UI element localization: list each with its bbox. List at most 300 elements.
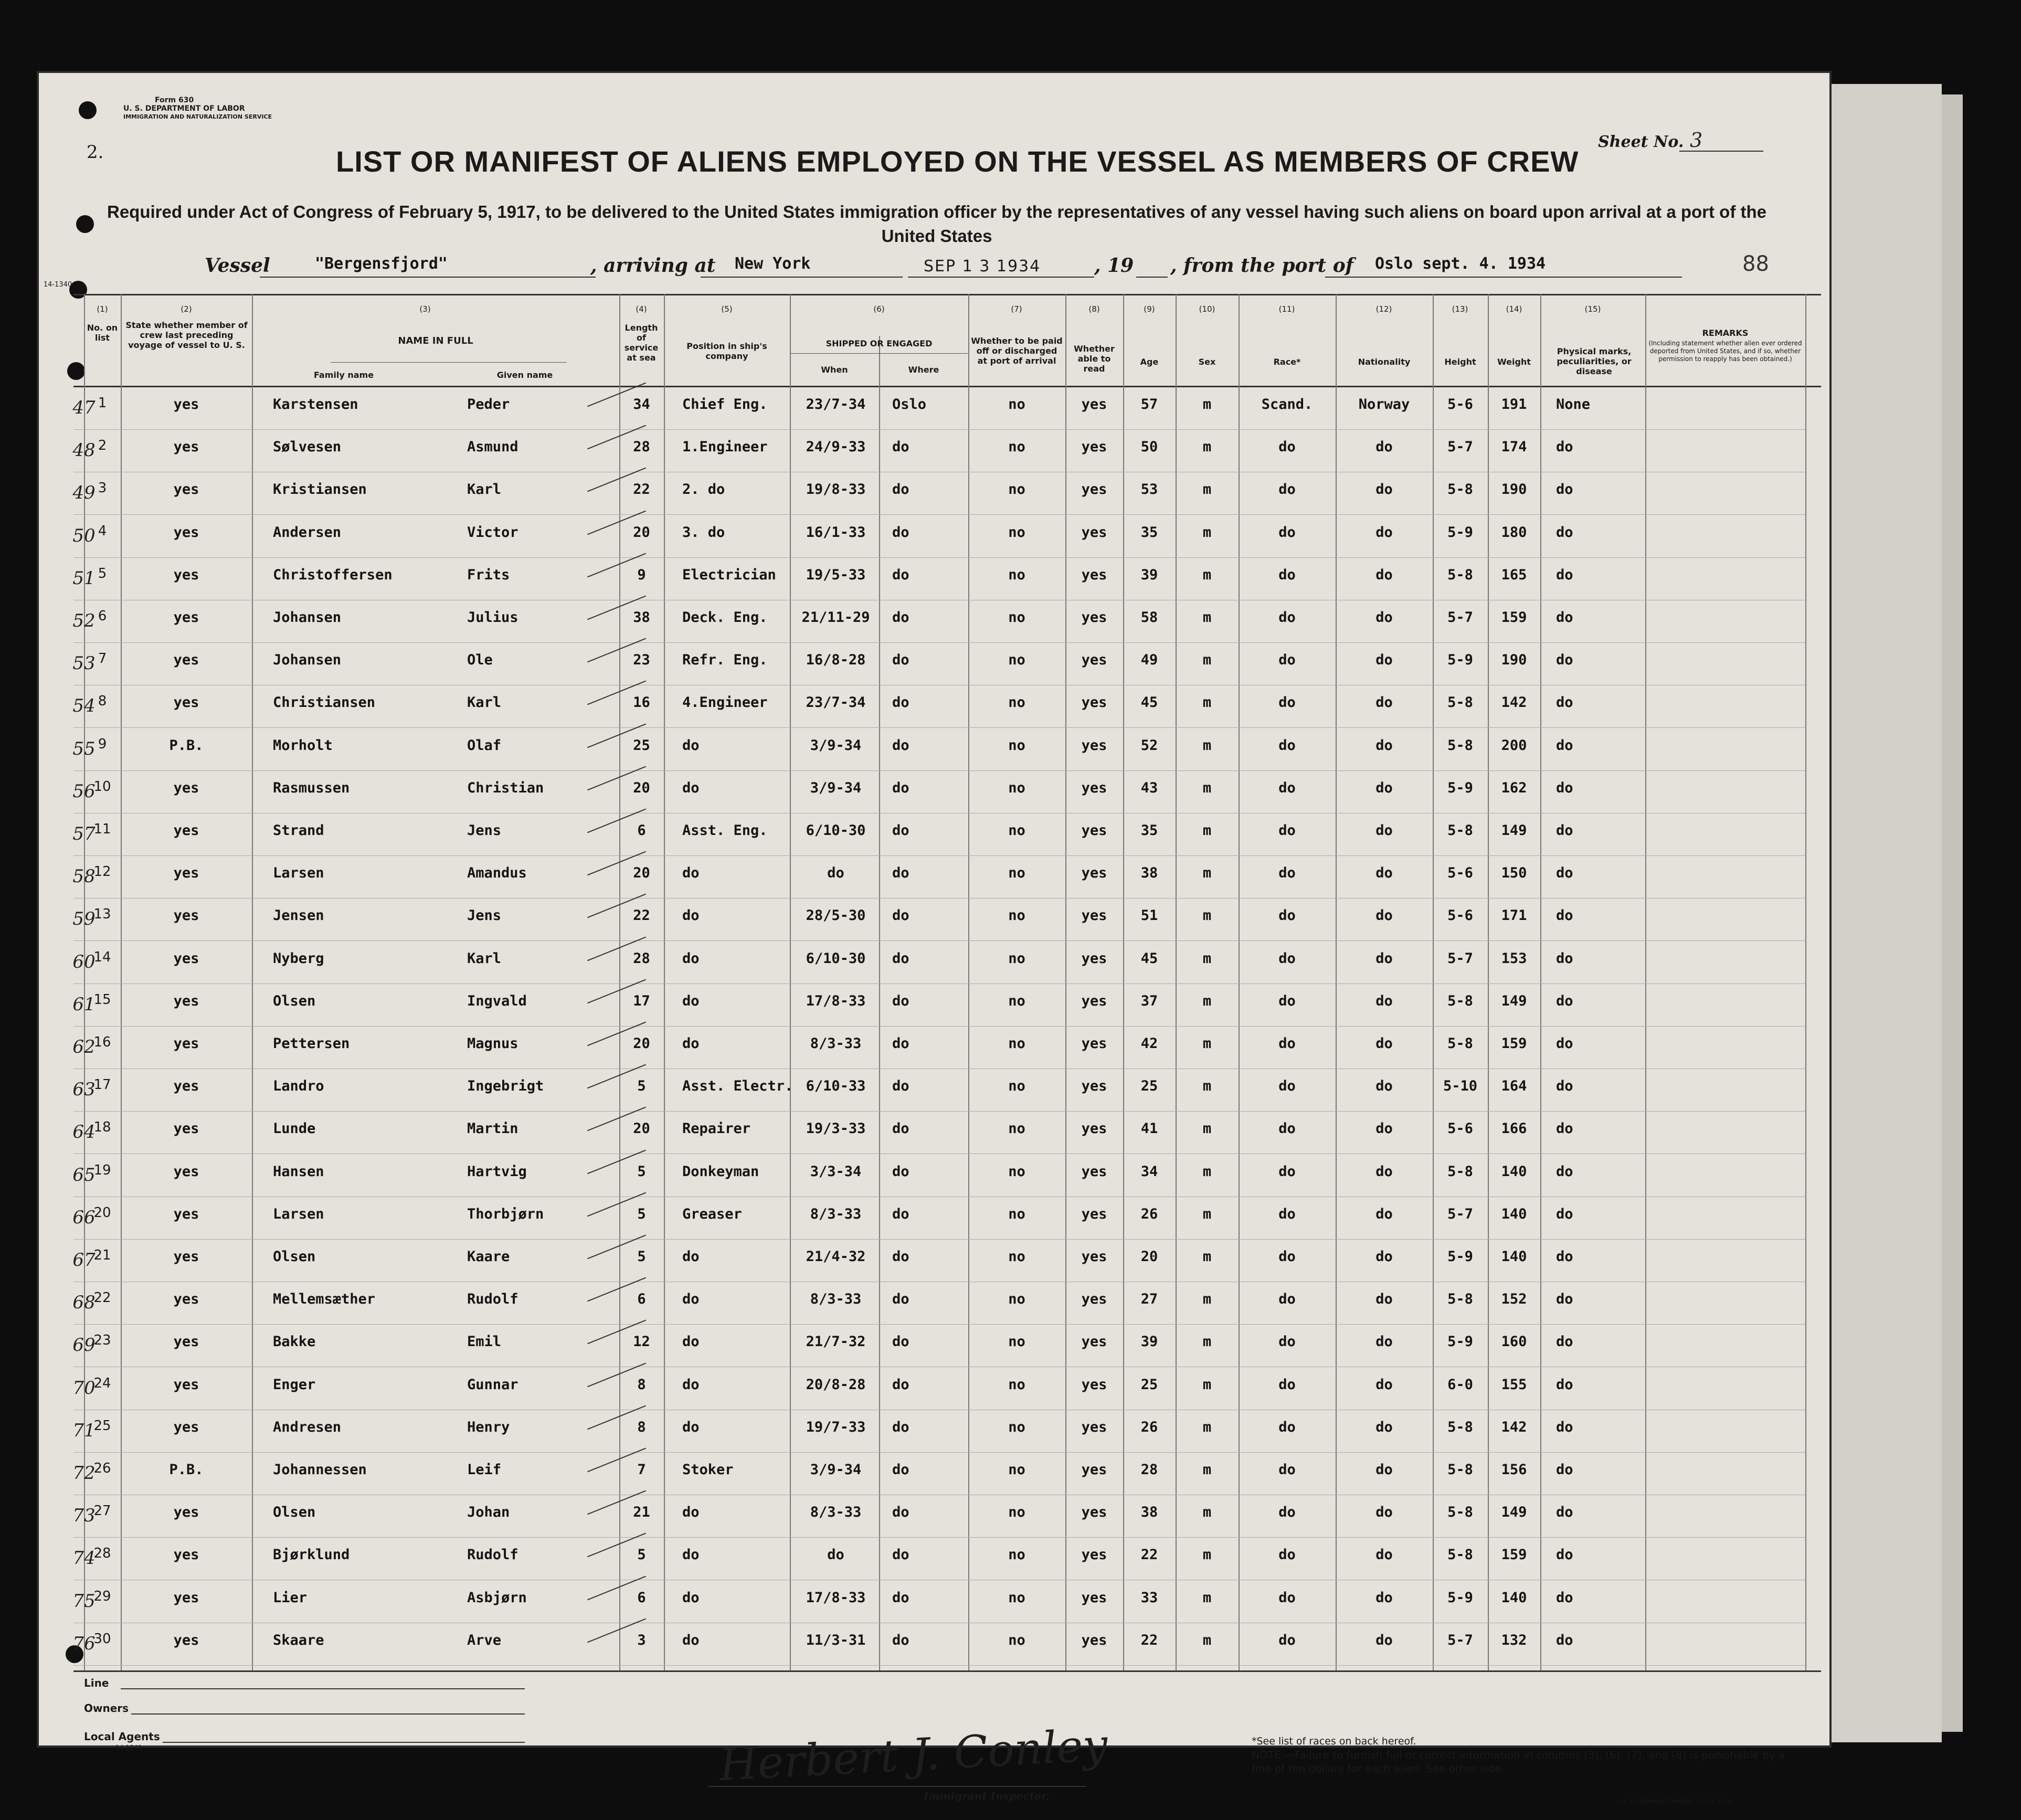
cell-able-read: yes xyxy=(1081,566,1107,583)
cell-nationality: do xyxy=(1375,1547,1393,1563)
agents-code: 14-1340 xyxy=(115,1744,142,1751)
cell-paid-off: no xyxy=(1008,1504,1025,1521)
col-num-4: (4) xyxy=(636,304,647,314)
cell-height: 5-8 xyxy=(1447,481,1473,498)
cell-length-service: 38 xyxy=(633,609,650,626)
cell-physical: do xyxy=(1556,779,1573,796)
cell-physical: do xyxy=(1556,1589,1573,1606)
cell-age: 42 xyxy=(1140,1035,1158,1052)
cell-given-name: Rudolf xyxy=(467,1291,519,1308)
cell-given-name: Julius xyxy=(467,609,519,626)
cell-sex: m xyxy=(1202,1334,1212,1350)
cell-paid-off: no xyxy=(1008,907,1025,924)
cell-nationality: do xyxy=(1375,779,1393,796)
cell-length-service: 6 xyxy=(637,1589,646,1606)
cell-age: 52 xyxy=(1140,737,1158,754)
row-rule xyxy=(73,983,1805,984)
cell-family-name: Johansen xyxy=(273,609,342,626)
cell-paid-off: no xyxy=(1008,1632,1025,1648)
cell-length-service: 7 xyxy=(637,1462,646,1478)
cell-paid-off: no xyxy=(1008,609,1025,626)
cell-able-read: yes xyxy=(1081,1035,1107,1052)
cell-family-name: Andersen xyxy=(273,524,342,541)
cell-paid-off: no xyxy=(1008,481,1025,498)
cell-age: 25 xyxy=(1140,1078,1158,1095)
cell-able-read: yes xyxy=(1081,652,1107,669)
cell-list-number: 13 xyxy=(93,906,111,923)
cell-state: yes xyxy=(173,865,199,882)
cell-weight: 149 xyxy=(1501,992,1527,1009)
col-header-given: Given name xyxy=(496,370,553,380)
cell-when: 17/8-33 xyxy=(806,992,866,1009)
cell-given-name: Hartvig xyxy=(467,1163,527,1180)
cell-weight: 166 xyxy=(1501,1120,1527,1137)
cell-position: do xyxy=(682,907,700,924)
cell-able-read: yes xyxy=(1081,779,1107,796)
cell-physical: do xyxy=(1556,822,1573,839)
cell-paid-off: no xyxy=(1008,1078,1025,1095)
cell-given-name: Jens xyxy=(467,822,502,839)
cell-list-number: 29 xyxy=(93,1588,111,1604)
cell-height: 5-7 xyxy=(1447,950,1473,967)
cell-length-service: 5 xyxy=(637,1248,646,1265)
cell-where: do xyxy=(892,1547,909,1563)
cell-where: do xyxy=(892,1078,909,1095)
cell-race: do xyxy=(1278,737,1296,754)
underlying-page-edge xyxy=(1832,84,1942,1742)
cell-weight: 140 xyxy=(1501,1248,1527,1265)
cell-position: do xyxy=(682,1035,700,1052)
cell-paid-off: no xyxy=(1008,439,1025,456)
cell-nationality: do xyxy=(1375,524,1393,541)
cell-race: do xyxy=(1278,822,1296,839)
table-row xyxy=(37,476,1832,515)
col-num-5: (5) xyxy=(721,304,733,314)
cell-physical: do xyxy=(1556,481,1573,498)
cell-family-name: Andresen xyxy=(273,1419,342,1435)
table-row xyxy=(37,1243,1832,1282)
col-header-position: Position in ship's company xyxy=(686,341,767,361)
cell-nationality: do xyxy=(1375,1462,1393,1478)
cell-family-name: Landro xyxy=(273,1078,324,1095)
cell-age: 28 xyxy=(1140,1462,1158,1478)
cell-length-service: 20 xyxy=(633,1035,650,1052)
cell-position: 2. do xyxy=(682,481,725,498)
col-num-13: (13) xyxy=(1452,304,1468,314)
cell-physical: do xyxy=(1556,1120,1573,1137)
cell-weight: 174 xyxy=(1501,439,1527,456)
cell-sex: m xyxy=(1202,992,1212,1009)
cell-length-service: 20 xyxy=(633,524,650,541)
cell-nationality: do xyxy=(1375,1334,1393,1350)
cell-weight: 132 xyxy=(1501,1632,1527,1648)
cell-when: 8/3-33 xyxy=(810,1291,862,1308)
cell-sex: m xyxy=(1202,1376,1212,1393)
sheet-label: Sheet No. xyxy=(1598,133,1684,151)
col-num-10: (10) xyxy=(1199,304,1215,314)
inspector-label: Immigrant Inspector. xyxy=(924,1790,1050,1802)
cell-age: 45 xyxy=(1140,950,1158,967)
cell-where: do xyxy=(892,694,909,711)
cell-list-number: 18 xyxy=(93,1119,111,1136)
cell-given-name: Frits xyxy=(467,566,510,583)
margin-sequence-number: 54 xyxy=(72,695,96,717)
cell-where: do xyxy=(892,1291,909,1308)
cell-able-read: yes xyxy=(1081,865,1107,882)
cell-given-name: Amandus xyxy=(467,865,527,882)
cell-family-name: Hansen xyxy=(273,1163,324,1180)
cell-age: 22 xyxy=(1140,1632,1158,1648)
cell-nationality: do xyxy=(1375,694,1393,711)
table-row xyxy=(37,988,1832,1027)
cell-position: 4.Engineer xyxy=(682,694,768,711)
col-header-physical: Physical marks, peculiarities, or disease xyxy=(1557,346,1632,376)
cell-paid-off: no xyxy=(1008,1547,1025,1563)
cell-physical: do xyxy=(1556,992,1573,1009)
cell-state: yes xyxy=(173,566,199,583)
cell-list-number: 23 xyxy=(93,1332,111,1349)
cell-position: do xyxy=(682,1547,700,1563)
cell-height: 5-8 xyxy=(1447,1462,1473,1478)
cell-when: 21/4-32 xyxy=(806,1248,866,1265)
cell-age: 51 xyxy=(1140,907,1158,924)
cell-height: 5-8 xyxy=(1447,694,1473,711)
cell-age: 49 xyxy=(1140,652,1158,669)
cell-age: 20 xyxy=(1140,1248,1158,1265)
cell-physical: do xyxy=(1556,1248,1573,1265)
form-number: Form 630 xyxy=(155,96,194,104)
row-rule xyxy=(73,1537,1805,1538)
cell-nationality: do xyxy=(1375,1589,1393,1606)
row-rule xyxy=(73,642,1805,643)
cell-family-name: Jensen xyxy=(273,907,324,924)
cell-sex: m xyxy=(1202,1291,1212,1308)
col-num-3: (3) xyxy=(419,304,431,314)
margin-sequence-number: 71 xyxy=(72,1420,96,1441)
cell-where: do xyxy=(892,1120,909,1137)
cell-list-number: 16 xyxy=(93,1034,111,1050)
row-rule xyxy=(73,1665,1805,1666)
cell-when: 16/1-33 xyxy=(806,524,866,541)
manifest-sheet xyxy=(37,71,1832,1805)
cell-physical: do xyxy=(1556,524,1573,541)
row-rule xyxy=(73,429,1805,430)
cell-nationality: do xyxy=(1375,1376,1393,1393)
cell-race: do xyxy=(1278,481,1296,498)
cell-nationality: do xyxy=(1375,609,1393,626)
cell-length-service: 23 xyxy=(633,652,650,669)
margin-sequence-number: 72 xyxy=(72,1463,96,1484)
line-underline xyxy=(121,1688,525,1689)
cell-weight: 160 xyxy=(1501,1334,1527,1350)
cell-paid-off: no xyxy=(1008,1205,1025,1222)
cell-able-read: yes xyxy=(1081,609,1107,626)
cell-race: Scand. xyxy=(1261,396,1313,412)
cell-sex: m xyxy=(1202,439,1212,456)
cell-sex: m xyxy=(1202,737,1212,754)
cell-race: do xyxy=(1278,1078,1296,1095)
cell-age: 58 xyxy=(1140,609,1158,626)
cell-position: Asst. Eng. xyxy=(682,822,768,839)
cell-length-service: 17 xyxy=(633,992,650,1009)
col-num-14: (14) xyxy=(1506,304,1522,314)
cell-family-name: Nyberg xyxy=(273,950,324,967)
cell-height: 5-7 xyxy=(1447,1632,1473,1648)
cell-height: 5-8 xyxy=(1447,822,1473,839)
cell-where: do xyxy=(892,1205,909,1222)
cell-family-name: Skaare xyxy=(273,1632,324,1648)
cell-paid-off: no xyxy=(1008,1376,1025,1393)
cell-race: do xyxy=(1278,1163,1296,1180)
cell-race: do xyxy=(1278,1334,1296,1350)
table-row xyxy=(37,775,1832,813)
cell-given-name: Thorbjørn xyxy=(467,1205,544,1222)
cell-able-read: yes xyxy=(1081,396,1107,412)
cell-physical: do xyxy=(1556,566,1573,583)
form-title: LIST OR MANIFEST OF ALIENS EMPLOYED ON THE VESSEL AS MEMBERS OF CREW xyxy=(336,145,1579,178)
cell-height: 5-8 xyxy=(1447,1163,1473,1180)
margin-sequence-number: 74 xyxy=(72,1548,96,1569)
cell-nationality: do xyxy=(1375,566,1393,583)
table-row xyxy=(37,1286,1832,1325)
cell-where: do xyxy=(892,907,909,924)
margin-sequence-number: 52 xyxy=(72,610,96,631)
cell-when: 3/9-34 xyxy=(810,1462,862,1478)
cell-able-read: yes xyxy=(1081,1334,1107,1350)
corner-mark: 88 xyxy=(1742,252,1769,276)
cell-family-name: Larsen xyxy=(273,1205,324,1222)
col-header-remarks: REMARKS xyxy=(1702,328,1749,338)
cell-list-number: 1 xyxy=(98,395,107,411)
cell-state: yes xyxy=(173,1205,199,1222)
cell-given-name: Olaf xyxy=(467,737,502,754)
cell-physical: do xyxy=(1556,1632,1573,1648)
cell-height: 5-6 xyxy=(1447,396,1473,412)
cell-physical: do xyxy=(1556,1205,1573,1222)
cell-able-read: yes xyxy=(1081,1462,1107,1478)
cell-when: 21/11-29 xyxy=(801,609,870,626)
cell-nationality: do xyxy=(1375,652,1393,669)
cell-sex: m xyxy=(1202,1163,1212,1180)
printing-office: U. S. GOVERNMENT PRINTING OFFICE: 1934 xyxy=(1616,1799,1732,1805)
cell-sex: m xyxy=(1202,1462,1212,1478)
cell-age: 45 xyxy=(1140,694,1158,711)
cell-weight: 200 xyxy=(1501,737,1527,754)
cell-state: yes xyxy=(173,1163,199,1180)
cell-position: do xyxy=(682,779,700,796)
col-header-state: State whether member of crew last preceding voyage of vessel to U. S. xyxy=(125,320,248,350)
col-header-nationality: Nationality xyxy=(1358,357,1411,367)
cell-given-name: Karl xyxy=(467,694,502,711)
cell-able-read: yes xyxy=(1081,950,1107,967)
cell-race: do xyxy=(1278,1589,1296,1606)
cell-length-service: 6 xyxy=(637,822,646,839)
cell-able-read: yes xyxy=(1081,737,1107,754)
cell-position: Asst. Electr. xyxy=(682,1078,793,1095)
cell-where: do xyxy=(892,1462,909,1478)
cell-state: yes xyxy=(173,439,199,456)
margin-sequence-number: 61 xyxy=(72,993,96,1015)
cell-when: do xyxy=(827,865,844,882)
cell-able-read: yes xyxy=(1081,1419,1107,1435)
cell-age: 22 xyxy=(1140,1547,1158,1563)
row-rule xyxy=(73,1324,1805,1325)
from-port: Oslo sept. 4. 1934 xyxy=(1375,255,1546,273)
agents-label: Local Agents xyxy=(84,1730,160,1743)
cell-weight: 155 xyxy=(1501,1376,1527,1393)
table-row xyxy=(37,1541,1832,1580)
cell-list-number: 11 xyxy=(93,821,111,837)
col-header-height: Height xyxy=(1444,357,1476,367)
from-port-label: , from the port of xyxy=(1170,255,1354,277)
cell-nationality: do xyxy=(1375,1504,1393,1521)
cell-given-name: Henry xyxy=(467,1419,510,1435)
cell-sex: m xyxy=(1202,652,1212,669)
cell-where: do xyxy=(892,1632,909,1648)
cell-where: do xyxy=(892,950,909,967)
cell-position: 1.Engineer xyxy=(682,439,768,456)
cell-race: do xyxy=(1278,950,1296,967)
cell-family-name: Bakke xyxy=(273,1334,316,1350)
cell-where: do xyxy=(892,652,909,669)
table-row xyxy=(37,647,1832,685)
table-row xyxy=(37,1115,1832,1154)
cell-race: do xyxy=(1278,609,1296,626)
cell-able-read: yes xyxy=(1081,1120,1107,1137)
cell-length-service: 8 xyxy=(637,1419,646,1435)
cell-length-service: 3 xyxy=(637,1632,646,1648)
cell-weight: 171 xyxy=(1501,907,1527,924)
cell-physical: do xyxy=(1556,1419,1573,1435)
cell-height: 5-8 xyxy=(1447,1035,1473,1052)
col-num-12: (12) xyxy=(1375,304,1392,314)
cell-physical: None xyxy=(1556,396,1591,412)
cell-nationality: Norway xyxy=(1358,396,1410,412)
row-rule xyxy=(73,1239,1805,1240)
cell-when: 19/5-33 xyxy=(806,566,866,583)
cell-state: yes xyxy=(173,396,199,412)
table-row xyxy=(37,604,1832,643)
cell-when: 19/8-33 xyxy=(806,481,866,498)
table-row xyxy=(37,519,1832,558)
cell-sex: m xyxy=(1202,566,1212,583)
cell-family-name: Strand xyxy=(273,822,324,839)
cell-nationality: do xyxy=(1375,1163,1393,1180)
cell-position: do xyxy=(682,1248,700,1265)
margin-sequence-number: 62 xyxy=(72,1036,96,1057)
cell-family-name: Bjørklund xyxy=(273,1547,350,1563)
cell-where: do xyxy=(892,1248,909,1265)
cell-list-number: 22 xyxy=(93,1290,111,1306)
cell-given-name: Karl xyxy=(467,950,502,967)
cell-nationality: do xyxy=(1375,822,1393,839)
cell-height: 5-7 xyxy=(1447,439,1473,456)
cell-nationality: do xyxy=(1375,950,1393,967)
margin-sequence-number: 48 xyxy=(72,440,96,461)
margin-sequence-number: 56 xyxy=(72,780,96,802)
cell-paid-off: no xyxy=(1008,779,1025,796)
cell-length-service: 9 xyxy=(637,566,646,583)
col-num-6: (6) xyxy=(873,304,885,314)
cell-state: yes xyxy=(173,779,199,796)
table-row xyxy=(37,689,1832,728)
cell-state: yes xyxy=(173,1334,199,1350)
owners-underline xyxy=(131,1713,525,1715)
cell-race: do xyxy=(1278,1419,1296,1435)
cell-paid-off: no xyxy=(1008,1419,1025,1435)
cell-paid-off: no xyxy=(1008,566,1025,583)
row-rule xyxy=(73,514,1805,515)
cell-list-number: 21 xyxy=(93,1247,111,1263)
row-rule xyxy=(73,1111,1805,1112)
cell-state: yes xyxy=(173,1078,199,1095)
cell-family-name: Morholt xyxy=(273,737,333,754)
cell-age: 35 xyxy=(1140,822,1158,839)
cell-length-service: 28 xyxy=(633,439,650,456)
cell-weight: 142 xyxy=(1501,1419,1527,1435)
cell-sex: m xyxy=(1202,1248,1212,1265)
races-note: *See list of races on back hereof. xyxy=(1252,1736,1416,1747)
cell-nationality: do xyxy=(1375,907,1393,924)
cell-nationality: do xyxy=(1375,1120,1393,1137)
cell-state: yes xyxy=(173,1035,199,1052)
cell-length-service: 8 xyxy=(637,1376,646,1393)
cell-able-read: yes xyxy=(1081,1547,1107,1563)
cell-state: yes xyxy=(173,907,199,924)
cell-race: do xyxy=(1278,1376,1296,1393)
cell-length-service: 25 xyxy=(633,737,650,754)
cell-state: yes xyxy=(173,1120,199,1137)
cell-where: do xyxy=(892,779,909,796)
cell-height: 6-0 xyxy=(1447,1376,1473,1393)
row-rule xyxy=(73,1068,1805,1069)
margin-sequence-number: 68 xyxy=(72,1292,96,1314)
cell-position: Chief Eng. xyxy=(682,396,768,412)
cell-height: 5-9 xyxy=(1447,779,1473,796)
col-header-length: Length of service at sea xyxy=(624,323,659,363)
cell-paid-off: no xyxy=(1008,822,1025,839)
cell-sex: m xyxy=(1202,950,1212,967)
cell-list-number: 15 xyxy=(93,991,111,1008)
cell-where: do xyxy=(892,1334,909,1350)
table-row xyxy=(37,1201,1832,1240)
cell-when: 3/3-34 xyxy=(810,1163,862,1180)
cell-race: do xyxy=(1278,1632,1296,1648)
cell-position: do xyxy=(682,992,700,1009)
cell-able-read: yes xyxy=(1081,1205,1107,1222)
cell-height: 5-10 xyxy=(1443,1078,1478,1095)
cell-state: yes xyxy=(173,481,199,498)
cell-nationality: do xyxy=(1375,1035,1393,1052)
cell-state: yes xyxy=(173,1547,199,1563)
col-header-read: Whether able to read xyxy=(1074,344,1115,374)
cell-family-name: Christoffersen xyxy=(273,566,393,583)
cell-position: do xyxy=(682,1376,700,1393)
cell-list-number: 30 xyxy=(93,1631,111,1647)
cell-given-name: Martin xyxy=(467,1120,519,1137)
table-row xyxy=(37,945,1832,984)
margin-sequence-number: 70 xyxy=(72,1377,96,1399)
table-row xyxy=(37,902,1832,941)
cell-family-name: Lunde xyxy=(273,1120,316,1137)
cell-when: 23/7-34 xyxy=(806,396,866,412)
cell-physical: do xyxy=(1556,1547,1573,1563)
cell-family-name: Pettersen xyxy=(273,1035,350,1052)
cell-age: 39 xyxy=(1140,566,1158,583)
cell-list-number: 8 xyxy=(98,693,107,710)
cell-position: Greaser xyxy=(682,1205,742,1222)
cell-able-read: yes xyxy=(1081,1632,1107,1648)
